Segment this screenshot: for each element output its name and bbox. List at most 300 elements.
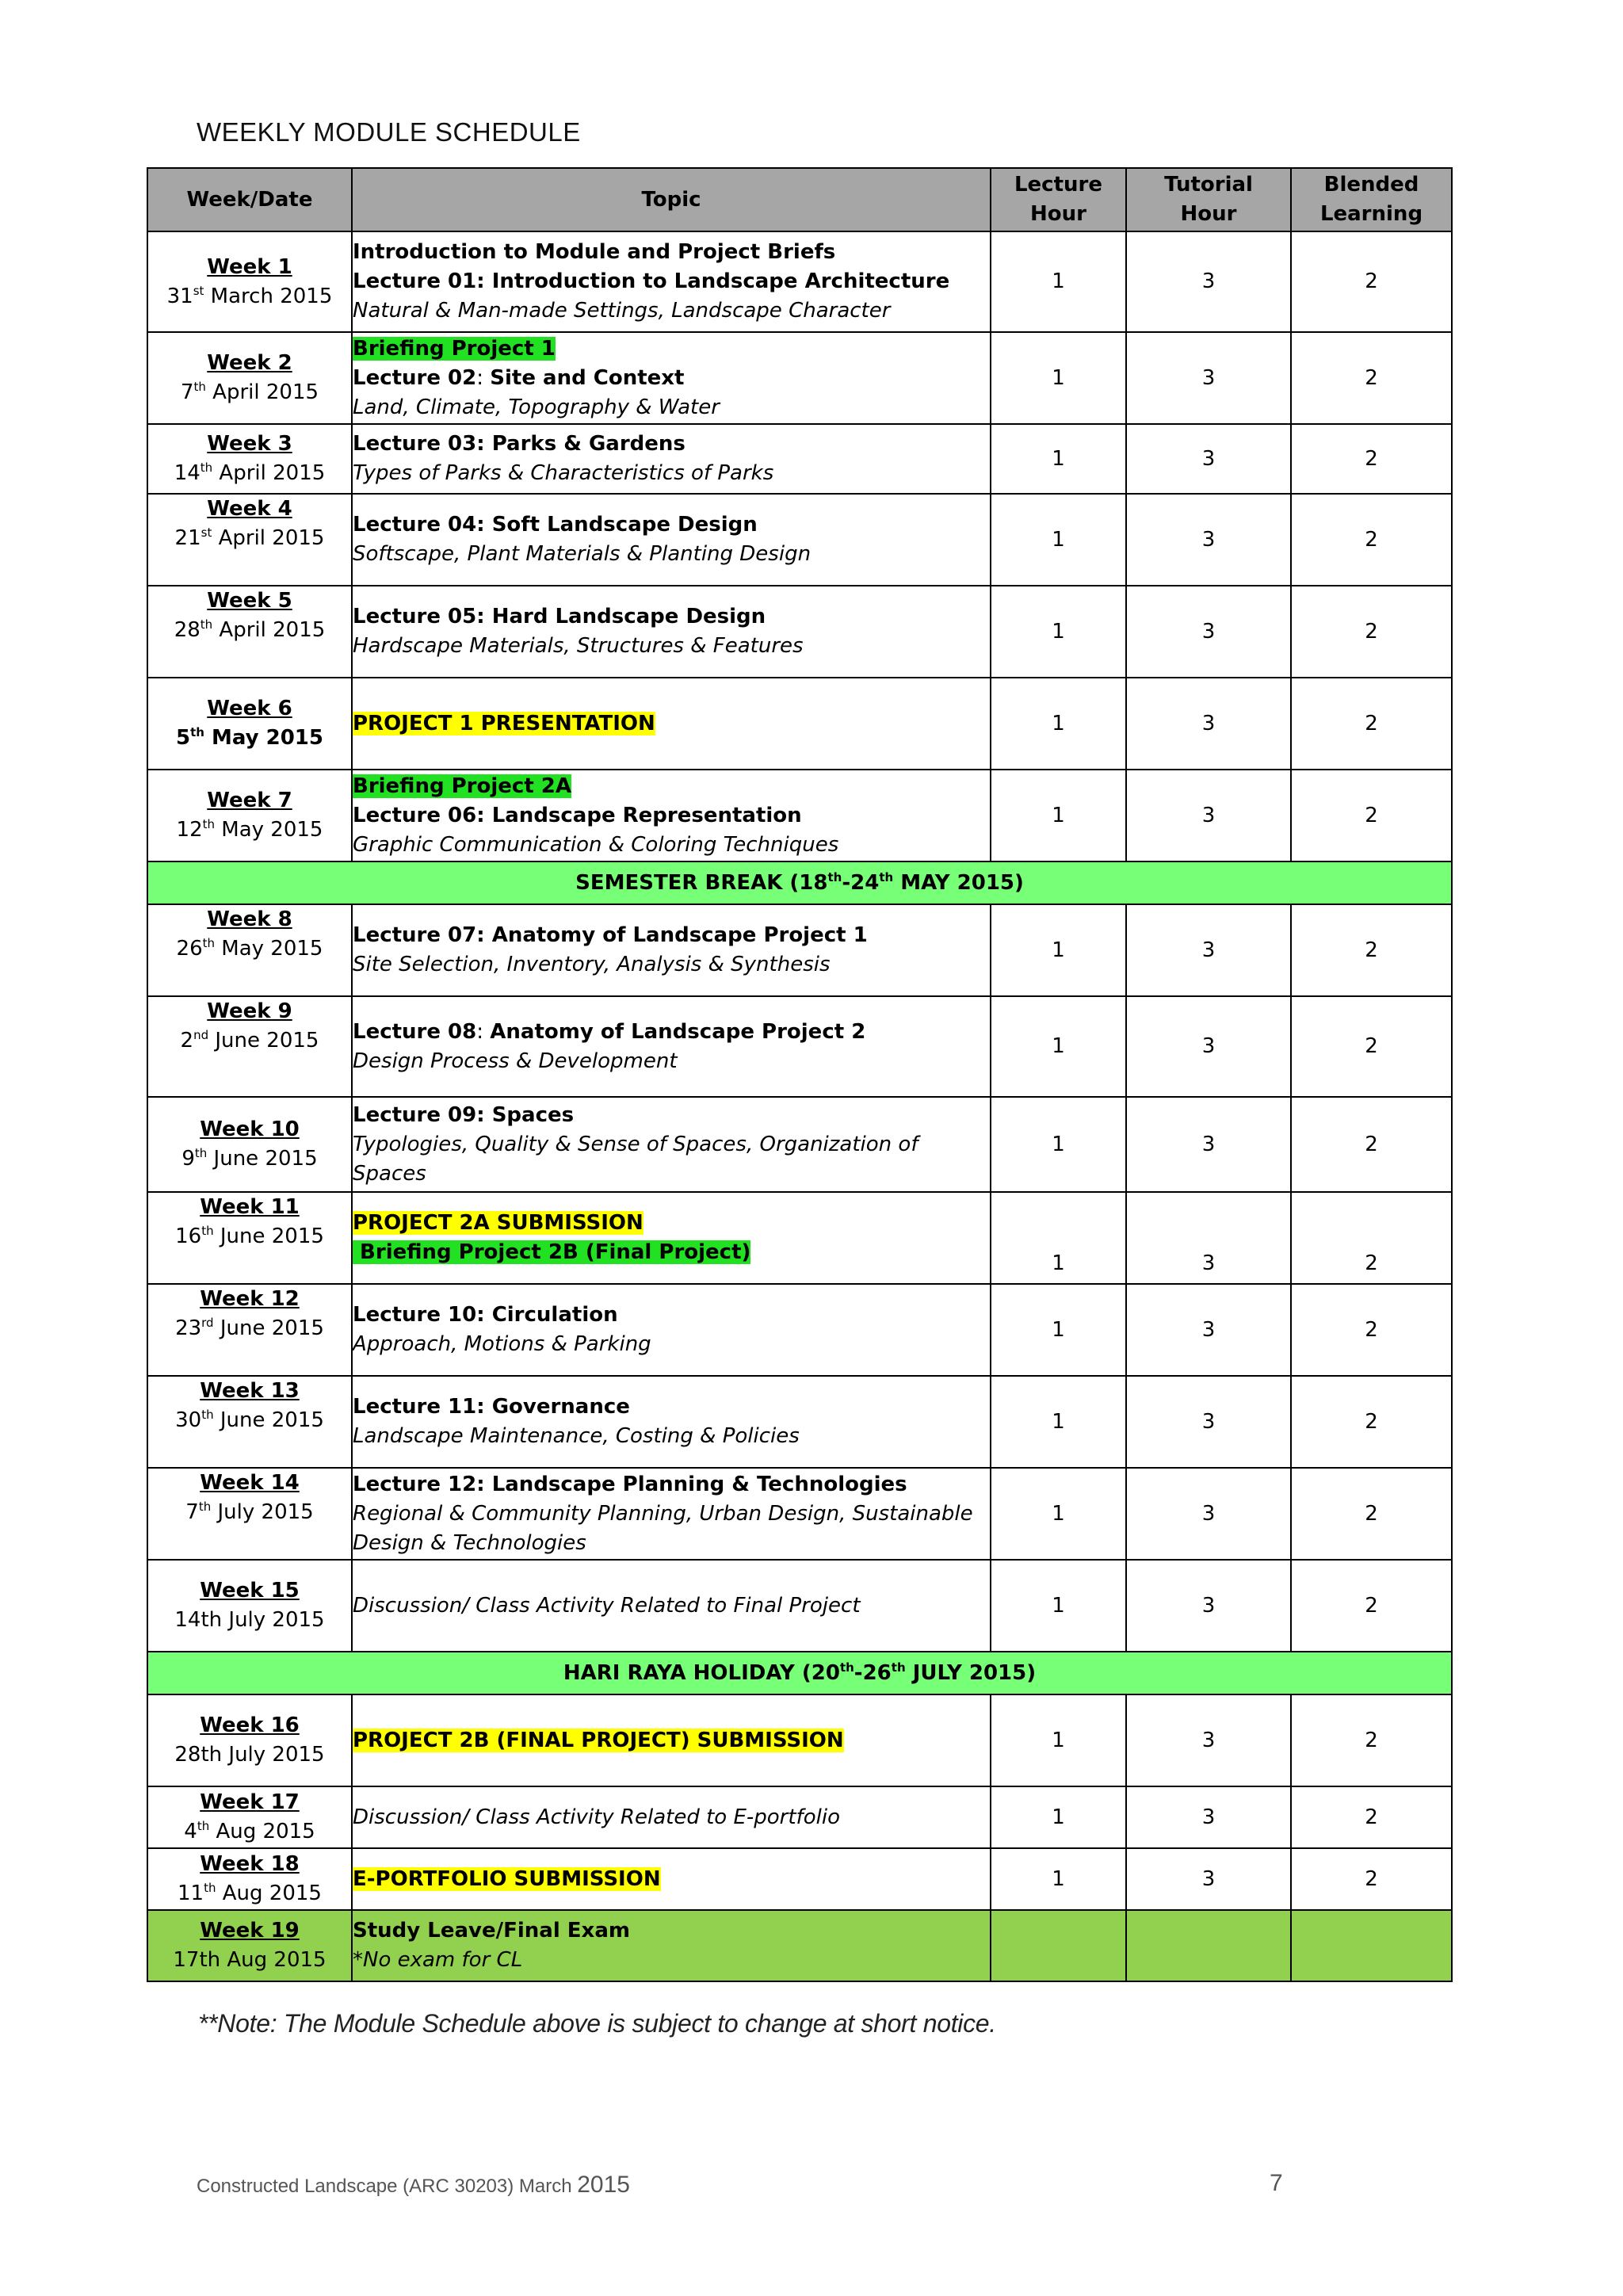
table-row bbox=[147, 231, 1452, 332]
week-label: Week 5 bbox=[207, 589, 292, 613]
week-date bbox=[148, 1026, 351, 1056]
lecture-hour: 1 bbox=[991, 231, 1126, 332]
date-month-year: May 2015 bbox=[204, 726, 323, 750]
date-month-year: June 2015 bbox=[207, 1147, 318, 1171]
lecture-hour: 1 bbox=[991, 904, 1126, 996]
date-ordinal: th bbox=[198, 1499, 212, 1514]
highlighted-item: PROJECT 2A SUBMISSION bbox=[353, 1211, 643, 1235]
date-month-year: April 2015 bbox=[212, 526, 325, 550]
date-month-year: March 2015 bbox=[204, 284, 333, 308]
schedule-note: **Note: The Module Schedule above is subject to change at short notice. bbox=[198, 2009, 996, 2038]
break-text-start: SEMESTER BREAK (18 bbox=[575, 870, 828, 895]
topic-description: Design Process & Development bbox=[353, 1049, 678, 1073]
table-row bbox=[147, 1376, 1452, 1468]
break-text-start: HARI RAYA HOLIDAY (20 bbox=[563, 1660, 840, 1685]
highlighted-item: Briefing Project 1 bbox=[353, 336, 556, 361]
week-label: Week 3 bbox=[207, 432, 292, 456]
date-ordinal: th bbox=[200, 617, 213, 632]
table-row bbox=[147, 1468, 1452, 1560]
week-date-cell bbox=[147, 1097, 352, 1192]
blended-learning: 2 bbox=[1291, 1694, 1452, 1786]
blended-learning: 2 bbox=[1291, 231, 1452, 332]
week-date bbox=[148, 816, 351, 845]
lecture-hour bbox=[991, 1910, 1126, 1981]
table-row bbox=[147, 586, 1452, 678]
topic-line bbox=[353, 1209, 990, 1238]
lecture-hour: 1 bbox=[991, 1848, 1126, 1910]
schedule-table bbox=[147, 167, 1453, 1982]
week-label: Week 16 bbox=[200, 1713, 300, 1737]
table-row bbox=[147, 494, 1452, 586]
week-date bbox=[148, 1740, 351, 1770]
date-month-year: April 2015 bbox=[205, 380, 319, 404]
tutorial-hour: 3 bbox=[1126, 770, 1291, 861]
footer-course bbox=[197, 2172, 630, 2199]
blended-learning: 2 bbox=[1291, 1786, 1452, 1848]
lecture-hour: 1 bbox=[991, 1560, 1126, 1652]
tutorial-hour: 3 bbox=[1126, 231, 1291, 332]
topic-line bbox=[353, 1130, 990, 1159]
topic-cell bbox=[352, 1910, 991, 1981]
blended-learning: 2 bbox=[1291, 1097, 1452, 1192]
tutorial-hour: 3 bbox=[1126, 1694, 1291, 1786]
week-date bbox=[148, 934, 351, 964]
lecture-hour: 1 bbox=[991, 586, 1126, 678]
topic-description: Graphic Communication & Coloring Techniques bbox=[353, 832, 839, 857]
week-date bbox=[148, 616, 351, 645]
topic-cell bbox=[352, 1694, 991, 1786]
topic-line bbox=[353, 1916, 990, 1946]
lecture-hour: 1 bbox=[991, 424, 1126, 494]
tutorial-hour: 3 bbox=[1126, 996, 1291, 1097]
week-date bbox=[148, 282, 351, 311]
date-month-year: June 2015 bbox=[208, 1029, 319, 1052]
topic-description: Discussion/ Class Activity Related to E-portfolio bbox=[353, 1805, 840, 1829]
break-text-mid: -24 bbox=[842, 870, 880, 895]
date-month-year: June 2015 bbox=[213, 1224, 324, 1248]
highlighted-item: PROJECT 1 PRESENTATION bbox=[353, 711, 655, 735]
date-month-year: May 2015 bbox=[215, 937, 323, 961]
topic-line bbox=[353, 1946, 990, 1975]
schedule-body bbox=[147, 231, 1452, 1981]
topic-description: Regional & Community Planning, Urban Design, Sustainable bbox=[353, 1501, 973, 1526]
topic-title: Lecture 04: Soft Landscape Design bbox=[353, 513, 758, 537]
lecture-number: Lecture 02 bbox=[353, 365, 477, 390]
table-row bbox=[147, 1848, 1452, 1910]
table-row bbox=[147, 678, 1452, 770]
lecture-hour: 1 bbox=[991, 1284, 1126, 1376]
break-text-mid: -26 bbox=[854, 1660, 892, 1685]
date-ordinal: rd bbox=[201, 1316, 214, 1330]
date-month-year: April 2015 bbox=[212, 461, 326, 485]
topic-description: Land, Climate, Topography & Water bbox=[353, 395, 720, 419]
date-ordinal: th bbox=[190, 725, 204, 739]
date-month-year: 28th July 2015 bbox=[174, 1743, 325, 1767]
week-label: Week 1 bbox=[207, 254, 292, 279]
week-label: Week 17 bbox=[200, 1790, 300, 1814]
tutorial-hour: 3 bbox=[1126, 678, 1291, 770]
week-date bbox=[148, 378, 351, 407]
break-row bbox=[147, 861, 1452, 904]
topic-cell bbox=[352, 1560, 991, 1652]
date-day: 28 bbox=[174, 618, 200, 642]
date-month-year: April 2015 bbox=[212, 618, 326, 642]
blended-learning: 2 bbox=[1291, 1284, 1452, 1376]
table-row bbox=[147, 770, 1452, 861]
topic-title: Lecture 05: Hard Landscape Design bbox=[353, 605, 766, 628]
lecture-hour: 1 bbox=[991, 678, 1126, 770]
topic-cell bbox=[352, 1192, 991, 1284]
date-day: 31 bbox=[166, 284, 193, 308]
lecture-number: Lecture 08 bbox=[353, 1019, 477, 1044]
topic-line bbox=[353, 632, 990, 661]
topic-line bbox=[353, 921, 990, 950]
topic-description: Design & Technologies bbox=[353, 1530, 586, 1555]
date-day: 14 bbox=[174, 461, 200, 485]
lecture-separator: : bbox=[476, 1019, 491, 1044]
topic-cell bbox=[352, 332, 991, 424]
topic-line bbox=[353, 1865, 990, 1894]
header-tutorial-hour: Tutorial Hour bbox=[1126, 168, 1291, 231]
week-label: Week 11 bbox=[200, 1195, 300, 1219]
week-date-cell bbox=[147, 586, 352, 678]
date-day: 7 bbox=[185, 1500, 199, 1524]
date-month-year: Aug 2015 bbox=[209, 1820, 315, 1843]
table-row bbox=[147, 1284, 1452, 1376]
week-date-cell bbox=[147, 424, 352, 494]
header-topic: Topic bbox=[352, 168, 991, 231]
break-sup-start: th bbox=[839, 1660, 854, 1675]
week-date-cell bbox=[147, 1560, 352, 1652]
lecture-title: Site and Context bbox=[490, 365, 685, 390]
blended-learning: 2 bbox=[1291, 494, 1452, 586]
week-date-cell bbox=[147, 678, 352, 770]
break-row bbox=[147, 1652, 1452, 1694]
week-date bbox=[148, 1498, 351, 1527]
date-month-year: 14th July 2015 bbox=[174, 1608, 325, 1632]
date-day: 21 bbox=[174, 526, 201, 550]
topic-description: Approach, Motions & Parking bbox=[353, 1332, 651, 1356]
table-row bbox=[147, 904, 1452, 996]
date-day: 9 bbox=[181, 1147, 195, 1171]
lecture-hour: 1 bbox=[991, 770, 1126, 861]
week-date-cell bbox=[147, 1786, 352, 1848]
lecture-hour: 1 bbox=[991, 1786, 1126, 1848]
tutorial-hour: 3 bbox=[1126, 494, 1291, 586]
topic-line bbox=[353, 1470, 990, 1499]
topic-cell bbox=[352, 1786, 991, 1848]
topic-description: Natural & Man-made Settings, Landscape Character bbox=[353, 299, 891, 323]
blended-learning: 2 bbox=[1291, 904, 1452, 996]
week-date-cell bbox=[147, 904, 352, 996]
lecture-separator: : bbox=[476, 365, 491, 390]
week-date-cell bbox=[147, 1848, 352, 1910]
break-sup-end: th bbox=[879, 869, 894, 884]
topic-line bbox=[353, 602, 990, 632]
topic-cell bbox=[352, 1097, 991, 1192]
topic-line bbox=[353, 772, 990, 801]
blended-learning bbox=[1291, 1910, 1452, 1981]
week-date-cell bbox=[147, 332, 352, 424]
topic-line bbox=[353, 267, 990, 296]
table-row bbox=[147, 1560, 1452, 1652]
break-text-end: MAY 2015) bbox=[893, 870, 1024, 895]
date-ordinal: th bbox=[201, 1224, 214, 1238]
topic-cell bbox=[352, 1468, 991, 1560]
footer-course-name: Constructed Landscape (ARC 30203) March bbox=[197, 2176, 572, 2197]
topic-line bbox=[353, 393, 990, 422]
topic-description: Typologies, Quality & Sense of Spaces, Organization of bbox=[353, 1132, 918, 1156]
blended-learning: 2 bbox=[1291, 996, 1452, 1097]
date-ordinal: nd bbox=[193, 1028, 209, 1042]
topic-line bbox=[353, 1301, 990, 1330]
lecture-hour: 1 bbox=[991, 494, 1126, 586]
topic-title: Lecture 07: Anatomy of Landscape Project 1 bbox=[353, 923, 868, 947]
week-date bbox=[148, 1222, 351, 1251]
date-month-year: Aug 2015 bbox=[216, 1881, 322, 1905]
page-number: 7 bbox=[1270, 2170, 1283, 2196]
topic-line bbox=[353, 238, 990, 267]
date-day: 16 bbox=[175, 1224, 202, 1248]
week-date-cell bbox=[147, 1694, 352, 1786]
topic-line bbox=[353, 459, 990, 488]
topic-cell bbox=[352, 678, 991, 770]
table-row bbox=[147, 996, 1452, 1097]
week-label: Week 8 bbox=[207, 907, 292, 931]
topic-line bbox=[353, 510, 990, 540]
date-day: 26 bbox=[176, 937, 203, 961]
table-row bbox=[147, 1097, 1452, 1192]
date-ordinal: th bbox=[202, 936, 216, 950]
topic-description: Hardscape Materials, Structures & Features bbox=[353, 634, 804, 658]
tutorial-hour: 3 bbox=[1126, 1560, 1291, 1652]
week-date-cell bbox=[147, 231, 352, 332]
date-day: 11 bbox=[178, 1881, 204, 1905]
topic-title: Lecture 01: Introduction to Landscape Architecture bbox=[353, 269, 950, 293]
topic-title: Study Leave/Final Exam bbox=[353, 1919, 630, 1943]
break-sup-start: th bbox=[827, 869, 842, 884]
table-row bbox=[147, 1694, 1452, 1786]
table-row bbox=[147, 1192, 1452, 1284]
topic-description: Site Selection, Inventory, Analysis & Synthesis bbox=[353, 953, 831, 976]
lecture-hour: 1 bbox=[991, 1694, 1126, 1786]
table-row bbox=[147, 1910, 1452, 1981]
date-day: 7 bbox=[180, 380, 194, 404]
week-date-cell bbox=[147, 494, 352, 586]
page-title: WEEKLY MODULE SCHEDULE bbox=[197, 117, 581, 147]
topic-line bbox=[353, 950, 990, 980]
week-date bbox=[148, 1817, 351, 1847]
week-date bbox=[148, 524, 351, 553]
topic-line bbox=[353, 364, 990, 393]
topic-line bbox=[353, 1047, 990, 1076]
tutorial-hour: 3 bbox=[1126, 1468, 1291, 1560]
date-month-year: July 2015 bbox=[211, 1500, 314, 1524]
date-ordinal: st bbox=[200, 525, 212, 540]
topic-line bbox=[353, 1101, 990, 1130]
week-date bbox=[148, 1879, 351, 1908]
break-sup-end: th bbox=[891, 1660, 906, 1675]
lecture-hour: 1 bbox=[991, 1468, 1126, 1560]
week-label: Week 19 bbox=[200, 1919, 300, 1943]
week-label: Week 18 bbox=[200, 1852, 300, 1876]
date-ordinal: th bbox=[200, 460, 213, 475]
topic-description: Softscape, Plant Materials & Planting Design bbox=[353, 542, 812, 566]
date-month-year: June 2015 bbox=[213, 1408, 324, 1432]
topic-line bbox=[353, 709, 990, 739]
week-date-cell bbox=[147, 1192, 352, 1284]
topic-line bbox=[353, 1392, 990, 1422]
topic-description: Discussion/ Class Activity Related to Final Project bbox=[353, 1593, 861, 1618]
week-label: Week 7 bbox=[207, 789, 292, 812]
week-date bbox=[148, 724, 351, 753]
week-label: Week 13 bbox=[200, 1379, 300, 1403]
topic-line bbox=[353, 540, 990, 569]
topic-line bbox=[353, 430, 990, 459]
topic-line bbox=[353, 1330, 990, 1359]
break-text-end: JULY 2015) bbox=[905, 1660, 1037, 1685]
topic-line bbox=[353, 1529, 990, 1558]
topic-cell bbox=[352, 494, 991, 586]
blended-learning: 2 bbox=[1291, 1468, 1452, 1560]
topic-cell bbox=[352, 1376, 991, 1468]
topic-title: Lecture 12: Landscape Planning & Technologies bbox=[353, 1472, 907, 1496]
tutorial-hour: 3 bbox=[1126, 1097, 1291, 1192]
date-day: 4 bbox=[184, 1820, 197, 1843]
date-day: 30 bbox=[175, 1408, 202, 1432]
topic-cell bbox=[352, 770, 991, 861]
topic-line bbox=[353, 1159, 990, 1189]
lecture-hour: 1 bbox=[991, 332, 1126, 424]
date-month-year: June 2015 bbox=[213, 1316, 324, 1340]
table-row bbox=[147, 332, 1452, 424]
blended-learning: 2 bbox=[1291, 424, 1452, 494]
topic-line bbox=[353, 1726, 990, 1755]
topic-line bbox=[353, 1422, 990, 1451]
header-blended-learning: Blended Learning bbox=[1291, 168, 1452, 231]
topic-cell bbox=[352, 1848, 991, 1910]
blended-learning: 2 bbox=[1291, 1376, 1452, 1468]
week-date-cell bbox=[147, 1376, 352, 1468]
table-header-row bbox=[147, 168, 1452, 231]
week-label: Week 9 bbox=[207, 999, 292, 1023]
tutorial-hour: 3 bbox=[1126, 1786, 1291, 1848]
lecture-hour: 1 bbox=[991, 1192, 1126, 1284]
tutorial-hour: 3 bbox=[1126, 1848, 1291, 1910]
week-label: Week 14 bbox=[200, 1471, 300, 1495]
highlighted-item: Briefing Project 2B (Final Project) bbox=[353, 1240, 751, 1264]
header-lecture-hour: Lecture Hour bbox=[991, 168, 1126, 231]
table-row bbox=[147, 424, 1452, 494]
date-ordinal: st bbox=[193, 283, 204, 298]
break-label bbox=[147, 1652, 1452, 1694]
topic-line bbox=[353, 831, 990, 860]
week-label: Week 10 bbox=[200, 1117, 300, 1141]
topic-line bbox=[353, 1238, 990, 1267]
week-label: Week 15 bbox=[200, 1579, 300, 1603]
date-ordinal: th bbox=[204, 1881, 216, 1895]
lecture-hour: 1 bbox=[991, 1376, 1126, 1468]
topic-cell bbox=[352, 1284, 991, 1376]
date-month-year: 17th Aug 2015 bbox=[173, 1948, 327, 1972]
topic-cell bbox=[352, 231, 991, 332]
week-date bbox=[148, 1314, 351, 1343]
week-label: Week 4 bbox=[207, 497, 292, 521]
week-date-cell bbox=[147, 996, 352, 1097]
week-label: Week 6 bbox=[207, 697, 292, 720]
week-date bbox=[148, 1606, 351, 1635]
date-month-year: May 2015 bbox=[215, 818, 323, 842]
lecture-hour: 1 bbox=[991, 1097, 1126, 1192]
date-day: 2 bbox=[180, 1029, 194, 1052]
date-day: 5 bbox=[176, 726, 191, 750]
week-date-cell bbox=[147, 1910, 352, 1981]
lecture-title: Anatomy of Landscape Project 2 bbox=[490, 1019, 866, 1044]
date-ordinal: th bbox=[202, 817, 216, 831]
topic-description: Types of Parks & Characteristics of Parks bbox=[353, 461, 774, 485]
tutorial-hour: 3 bbox=[1126, 586, 1291, 678]
blended-learning: 2 bbox=[1291, 1560, 1452, 1652]
tutorial-hour: 3 bbox=[1126, 1376, 1291, 1468]
blended-learning: 2 bbox=[1291, 1848, 1452, 1910]
lecture-hour: 1 bbox=[991, 996, 1126, 1097]
week-date bbox=[148, 1406, 351, 1435]
blended-learning: 2 bbox=[1291, 586, 1452, 678]
week-date-cell bbox=[147, 770, 352, 861]
date-ordinal: th bbox=[197, 1819, 210, 1833]
blended-learning: 2 bbox=[1291, 332, 1452, 424]
date-ordinal: th bbox=[193, 380, 206, 394]
topic-line bbox=[353, 334, 990, 364]
tutorial-hour bbox=[1126, 1910, 1291, 1981]
topic-title: Lecture 10: Circulation bbox=[353, 1303, 618, 1327]
topic-cell bbox=[352, 904, 991, 996]
highlighted-item: Briefing Project 2A bbox=[353, 774, 572, 798]
break-label bbox=[147, 861, 1452, 904]
tutorial-hour: 3 bbox=[1126, 1284, 1291, 1376]
blended-learning: 2 bbox=[1291, 770, 1452, 861]
week-label: Week 12 bbox=[200, 1287, 300, 1311]
topic-cell bbox=[352, 996, 991, 1097]
topic-cell bbox=[352, 424, 991, 494]
topic-title: Lecture 03: Parks & Gardens bbox=[353, 432, 685, 456]
topic-line bbox=[353, 296, 990, 326]
topic-title: Introduction to Module and Project Briefs bbox=[353, 240, 836, 264]
highlighted-item: E-PORTFOLIO SUBMISSION bbox=[353, 1866, 661, 1891]
footer-year: 2015 bbox=[577, 2172, 630, 2198]
topic-line bbox=[353, 1803, 990, 1832]
topic-description: *No exam for CL bbox=[353, 1948, 523, 1972]
topic-line bbox=[353, 1591, 990, 1621]
tutorial-hour: 3 bbox=[1126, 904, 1291, 996]
topic-cell bbox=[352, 586, 991, 678]
week-date-cell bbox=[147, 1284, 352, 1376]
week-label: Week 2 bbox=[207, 351, 292, 375]
tutorial-hour: 3 bbox=[1126, 424, 1291, 494]
date-day: 12 bbox=[176, 818, 203, 842]
week-date bbox=[148, 459, 351, 488]
topic-description: Spaces bbox=[353, 1161, 426, 1186]
topic-title: Lecture 11: Governance bbox=[353, 1395, 630, 1419]
date-ordinal: th bbox=[194, 1146, 208, 1160]
tutorial-hour: 3 bbox=[1126, 332, 1291, 424]
topic-line bbox=[353, 1018, 990, 1047]
week-date bbox=[148, 1144, 351, 1174]
week-date bbox=[148, 1946, 351, 1975]
week-date-cell bbox=[147, 1468, 352, 1560]
topic-title: Lecture 06: Landscape Representation bbox=[353, 803, 802, 827]
topic-line bbox=[353, 1499, 990, 1529]
